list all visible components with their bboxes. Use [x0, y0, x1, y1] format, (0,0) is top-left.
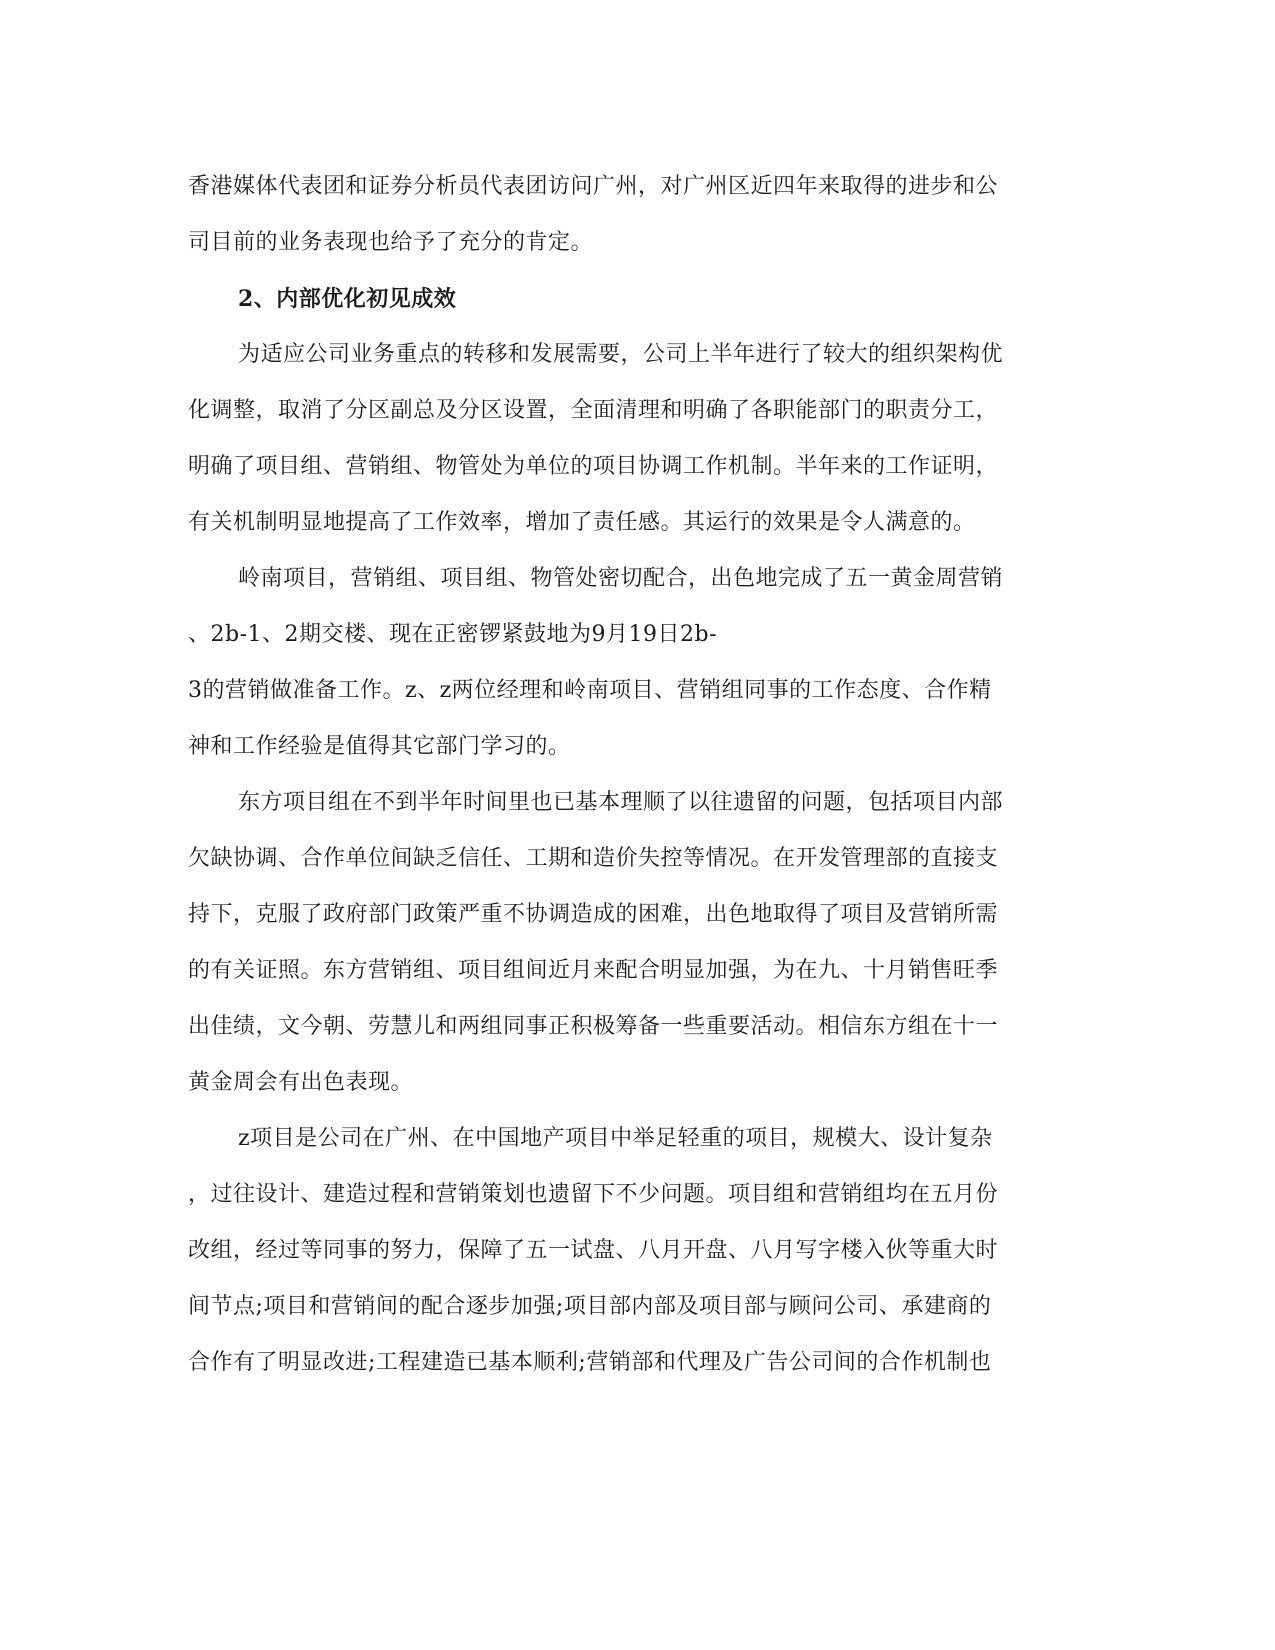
text-line: 岭南项目，营销组、项目组、物管处密切配合，出色地完成了五一黄金周营销: [238, 566, 1004, 591]
text-line: 黄金周会有出色表现。: [188, 1070, 414, 1095]
text-line: 明确了项目组、营销组、物管处为单位的项目协调工作机制。半年来的工作证明，: [188, 454, 999, 479]
text-line: 改组，经过等同事的努力，保障了五一试盘、八月开盘、八月写字楼入伙等重大时: [188, 1238, 999, 1263]
text-line: ，过往设计、建造过程和营销策划也遗留下不少问题。项目组和营销组均在五月份: [188, 1182, 999, 1207]
section-heading: 2、内部优化初见成效: [238, 286, 457, 312]
text-line: 有关机制明显地提高了工作效率，增加了责任感。其运行的效果是令人满意的。: [188, 510, 976, 535]
text-line: 合作有了明显改进;工程建造已基本顺利;营销部和代理及广告公司间的合作机制也: [188, 1350, 992, 1375]
text-line: 为适应公司业务重点的转移和发展需要，公司上半年进行了较大的组织架构优: [238, 342, 1004, 367]
text-line: 香港媒体代表团和证券分析员代表团访问广州，对广州区近四年来取得的进步和公: [188, 174, 999, 199]
text-line: 神和工作经验是值得其它部门学习的。: [188, 734, 571, 759]
text-line: 司目前的业务表现也给予了充分的肯定。: [188, 230, 594, 255]
text-line: z项目是公司在广州、在中国地产项目中举足轻重的项目，规模大、设计复杂: [238, 1126, 993, 1151]
text-line: 的有关证照。东方营销组、项目组间近月来配合明显加强，为在九、十月销售旺季: [188, 958, 999, 983]
text-line: 东方项目组在不到半年时间里也已基本理顺了以往遗留的问题，包括项目内部: [238, 790, 1004, 815]
text-line: 间节点;项目和营销间的配合逐步加强;项目部内部及项目部与顾问公司、承建商的: [188, 1294, 992, 1319]
text-line: 、2b-1、2期交楼、现在正密锣紧鼓地为9月19日2b-: [188, 622, 718, 647]
text-line: 3的营销做准备工作。z、z两位经理和岭南项目、营销组同事的工作态度、合作精: [188, 678, 992, 703]
text-line: 化调整，取消了分区副总及分区设置，全面清理和明确了各职能部门的职责分工，: [188, 398, 999, 423]
text-line: 持下，克服了政府部门政策严重不协调造成的困难，出色地取得了项目及营销所需: [188, 902, 999, 927]
text-line: 出佳绩，文今朝、劳慧儿和两组同事正积极筹备一些重要活动。相信东方组在十一: [188, 1014, 999, 1039]
text-line: 欠缺协调、合作单位间缺乏信任、工期和造价失控等情况。在开发管理部的直接支: [188, 846, 999, 871]
